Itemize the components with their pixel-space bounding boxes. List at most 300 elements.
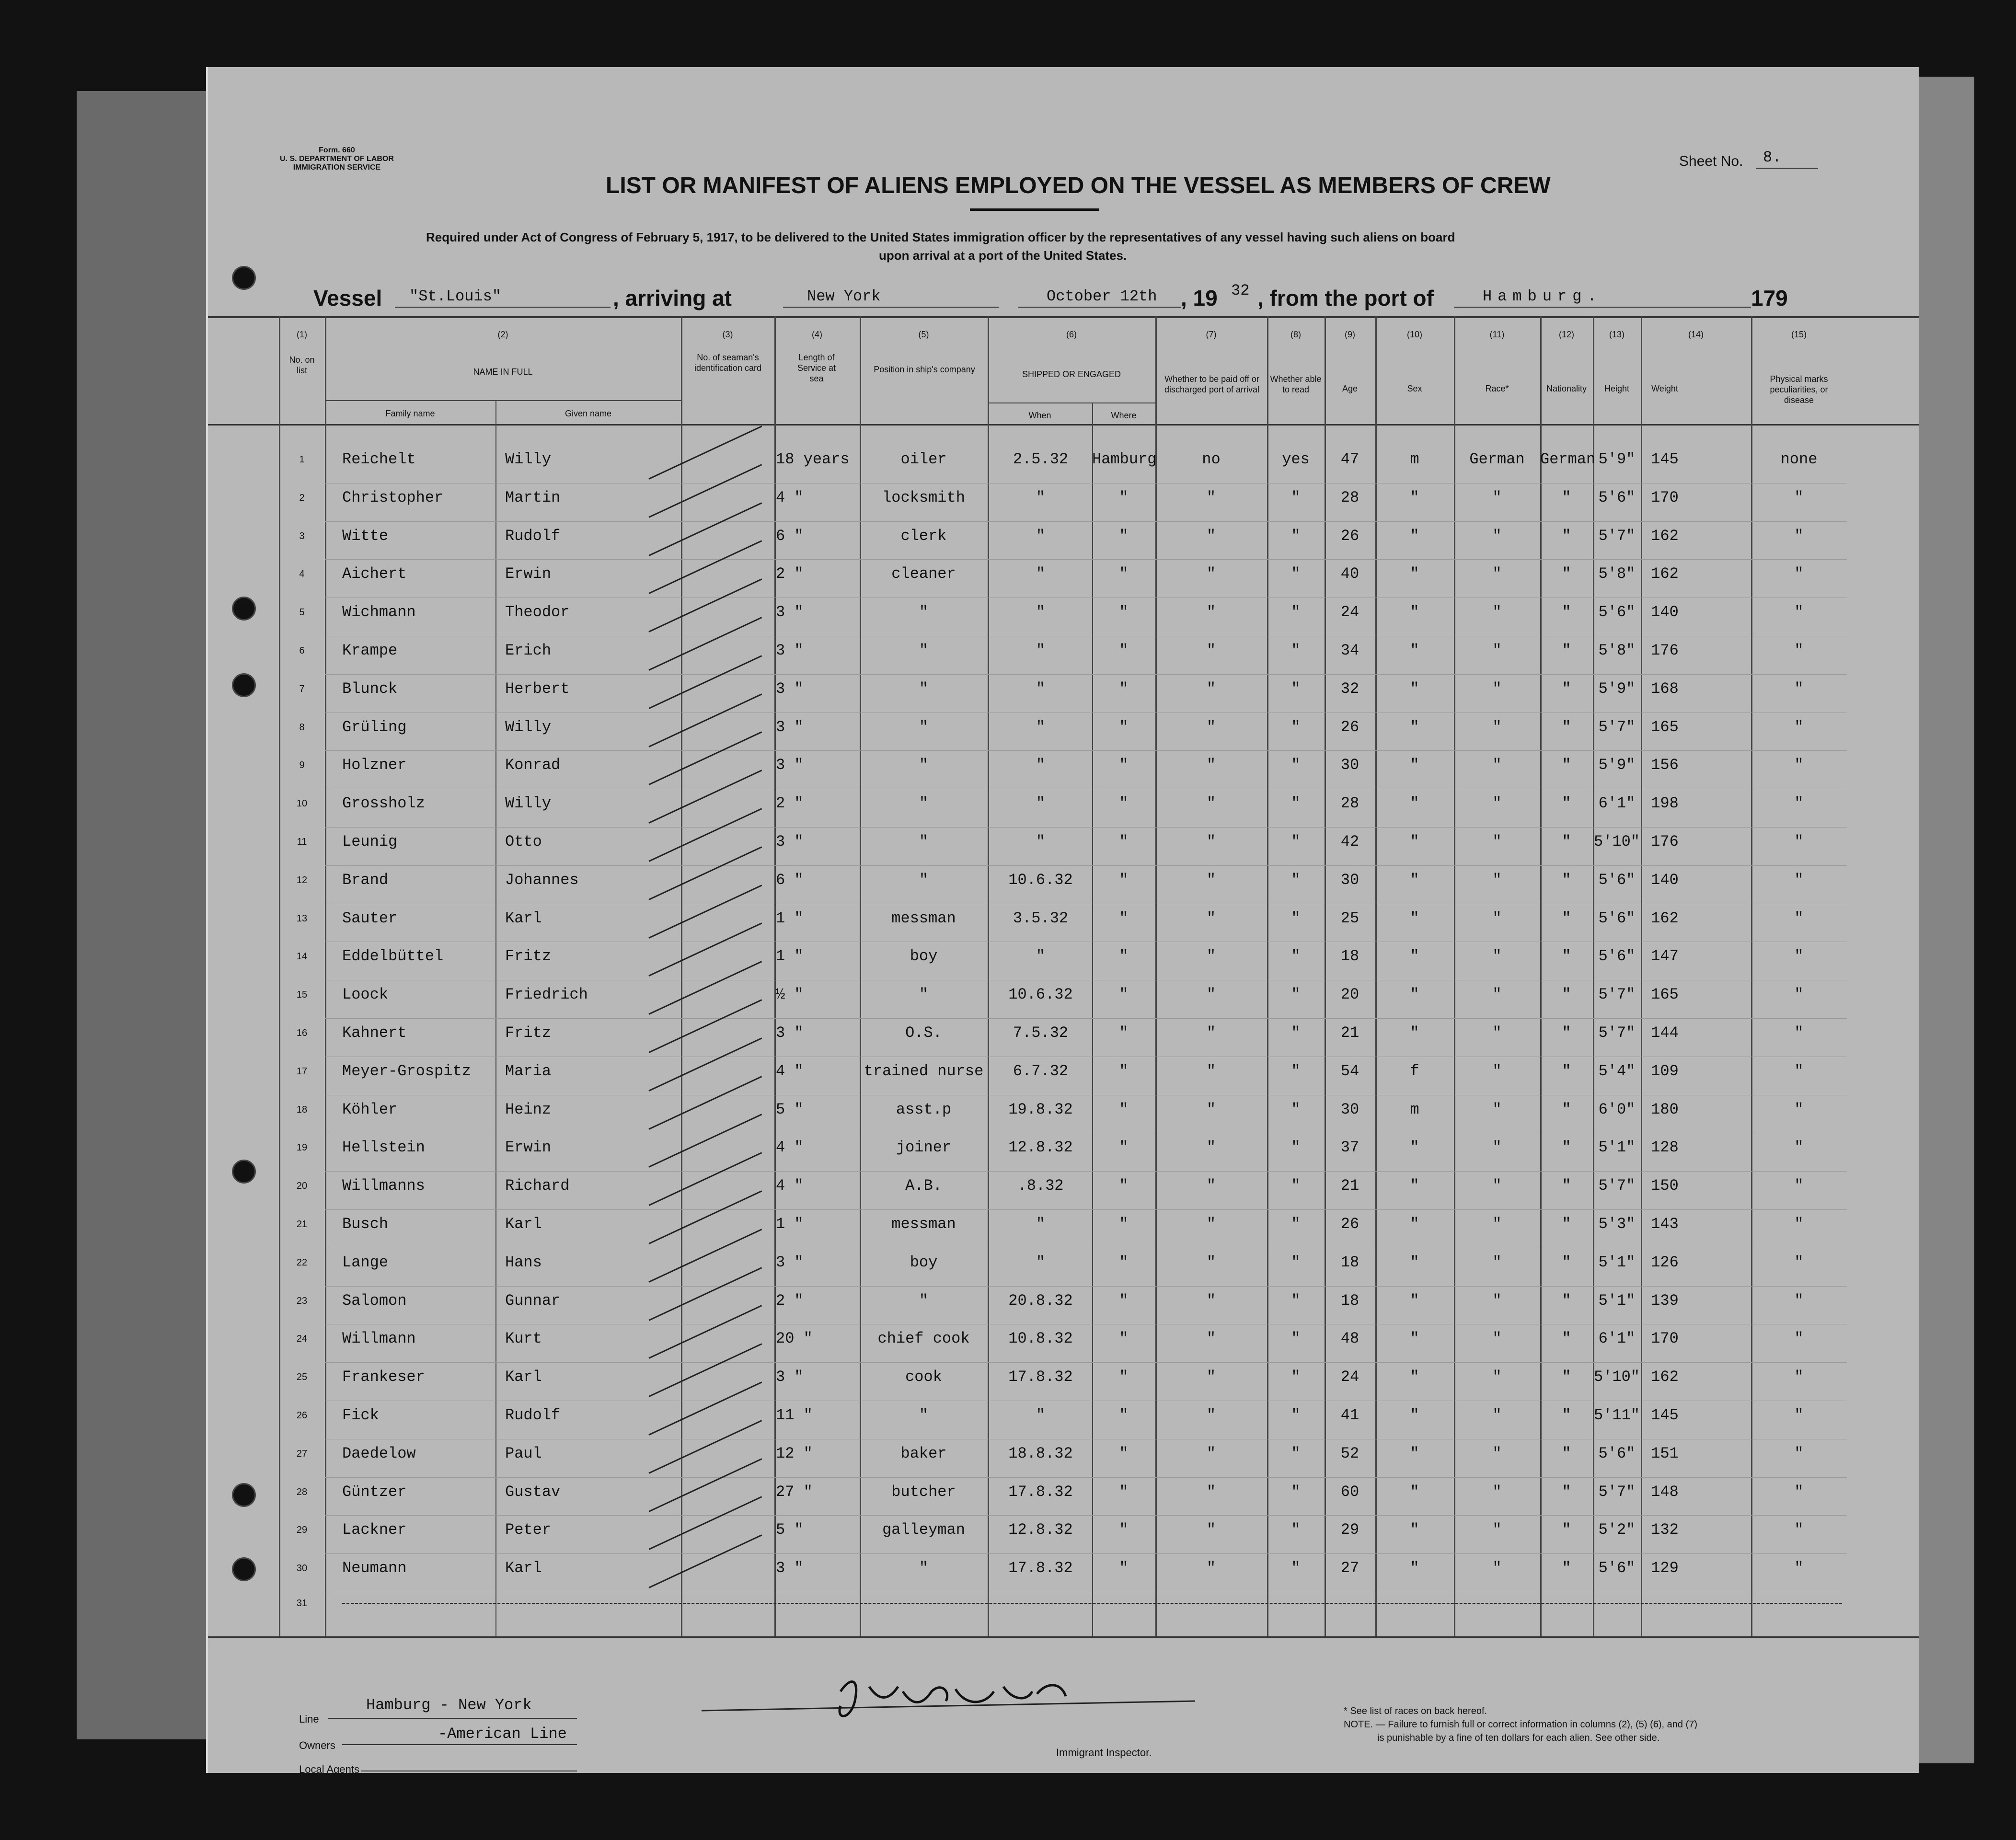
sex: " xyxy=(1410,679,1419,698)
shipped-where: " xyxy=(1119,1138,1129,1157)
paid-off: " xyxy=(1206,565,1216,583)
header-no-on-list: No. on list xyxy=(289,355,315,375)
shipped-where: " xyxy=(1119,1062,1129,1080)
given-name: Friedrich xyxy=(505,986,588,1004)
given-name: Fritz xyxy=(505,947,552,966)
race: " xyxy=(1492,642,1502,659)
sex: " xyxy=(1410,1521,1419,1539)
sex: " xyxy=(1410,756,1419,774)
nationality: " xyxy=(1562,986,1571,1004)
able-to-read: " xyxy=(1291,603,1301,621)
race: " xyxy=(1492,603,1502,621)
shipped-where: " xyxy=(1119,1215,1129,1233)
sex: m xyxy=(1410,1100,1419,1118)
table-row xyxy=(208,446,1919,484)
sheet-label: Sheet No. xyxy=(1679,153,1743,169)
col-num: (9) xyxy=(1345,330,1355,339)
sex: " xyxy=(1410,565,1419,583)
col-num: (8) xyxy=(1290,330,1301,339)
weight: 176 xyxy=(1651,833,1679,851)
race: " xyxy=(1492,679,1502,698)
position: " xyxy=(919,718,929,736)
given-name: Paul xyxy=(505,1444,542,1462)
weight: 165 xyxy=(1651,718,1679,736)
page-number: 179 xyxy=(1751,286,1788,310)
able-to-read: " xyxy=(1291,909,1301,927)
service-name: IMMIGRATION SERVICE xyxy=(293,163,381,172)
row-number: 27 xyxy=(296,1448,308,1459)
able-to-read: " xyxy=(1291,794,1301,813)
physical-marks: " xyxy=(1794,833,1804,851)
physical-marks: " xyxy=(1794,718,1804,736)
race: " xyxy=(1492,1100,1502,1118)
header-length-service: Length of Service at sea xyxy=(797,353,836,383)
form-number-block xyxy=(280,146,394,172)
family-name: Reichelt xyxy=(342,450,416,468)
sex: " xyxy=(1410,794,1419,813)
sex: " xyxy=(1410,488,1419,506)
shipped-where: " xyxy=(1119,986,1129,1004)
race: " xyxy=(1492,1215,1502,1233)
length-of-service: 6 " xyxy=(776,871,804,889)
able-to-read: " xyxy=(1291,718,1301,736)
family-name: Witte xyxy=(342,527,389,545)
shipped-when: " xyxy=(1036,794,1046,813)
nationality: " xyxy=(1562,679,1571,698)
able-to-read: " xyxy=(1291,1521,1301,1539)
length-of-service: 1 " xyxy=(776,947,804,966)
given-name: Willy xyxy=(505,718,552,736)
length-of-service: 2 " xyxy=(776,1291,804,1310)
given-name: Herbert xyxy=(505,679,570,698)
physical-marks: " xyxy=(1794,1215,1804,1233)
row-rule xyxy=(325,674,1847,675)
table-row xyxy=(208,943,1919,981)
family-name: Sauter xyxy=(342,909,398,927)
header-race: Race* xyxy=(1485,384,1509,393)
height: 5'10" xyxy=(1593,833,1640,851)
sex: " xyxy=(1410,603,1419,621)
family-name: Christopher xyxy=(342,488,444,506)
table-row xyxy=(208,866,1919,905)
weight: 162 xyxy=(1651,565,1679,583)
paid-off: " xyxy=(1206,1330,1216,1348)
header-physical-marks: Physical marks peculiarities, or disease xyxy=(1770,374,1828,405)
race: " xyxy=(1492,1368,1502,1386)
paid-off: " xyxy=(1206,1406,1216,1424)
age: 28 xyxy=(1340,794,1359,813)
height: 5'9" xyxy=(1598,679,1636,698)
shipped-when: 18.8.32 xyxy=(1008,1444,1073,1462)
sheet-number: 8. xyxy=(1763,149,1782,166)
shipped-where: " xyxy=(1119,603,1129,621)
shipped-when: " xyxy=(1036,603,1046,621)
paid-off: " xyxy=(1206,1559,1216,1577)
table-row xyxy=(208,1210,1919,1249)
height: 5'7" xyxy=(1598,1177,1636,1195)
department-name: U. S. DEPARTMENT OF LABOR xyxy=(280,155,394,163)
weight: 143 xyxy=(1651,1215,1679,1233)
header-position: Position in ship's company xyxy=(874,365,975,374)
height: 5'1" xyxy=(1598,1253,1636,1271)
height: 5'8" xyxy=(1598,642,1636,659)
age: 54 xyxy=(1340,1062,1359,1080)
paid-off: " xyxy=(1206,794,1216,813)
age: 30 xyxy=(1340,756,1359,774)
paid-off: " xyxy=(1206,1100,1216,1118)
length-of-service: 4 " xyxy=(776,1138,804,1157)
table-row xyxy=(208,1478,1919,1517)
table-row xyxy=(208,522,1919,561)
shipped-where: " xyxy=(1119,1368,1129,1386)
race: " xyxy=(1492,1483,1502,1501)
physical-marks: none xyxy=(1780,450,1818,468)
shipped-when: " xyxy=(1036,1215,1046,1233)
table-row xyxy=(208,675,1919,713)
length-of-service: 4 " xyxy=(776,488,804,506)
row-number: 22 xyxy=(296,1257,308,1268)
col-num: (10) xyxy=(1406,330,1422,339)
age: 25 xyxy=(1340,909,1359,927)
sex: " xyxy=(1410,1483,1419,1501)
shipped-where: " xyxy=(1119,947,1129,966)
age: 24 xyxy=(1340,1368,1359,1386)
vessel-underline xyxy=(395,307,611,308)
length-of-service: 1 " xyxy=(776,909,804,927)
col-num: (3) xyxy=(722,330,733,339)
shipped-when: " xyxy=(1036,833,1046,851)
family-name: Salomon xyxy=(342,1291,407,1310)
age: 24 xyxy=(1340,603,1359,621)
table-row xyxy=(208,1325,1919,1363)
position: chief cook xyxy=(877,1330,970,1348)
physical-marks: " xyxy=(1794,679,1804,698)
height: 5'7" xyxy=(1598,527,1636,545)
header-sex: Sex xyxy=(1407,384,1422,393)
position: " xyxy=(919,642,929,659)
family-name: Willmann xyxy=(342,1330,416,1348)
weight: 156 xyxy=(1651,756,1679,774)
sex: " xyxy=(1410,1330,1419,1348)
sex: " xyxy=(1410,1406,1419,1424)
position: galleyman xyxy=(882,1521,965,1539)
race: " xyxy=(1492,1444,1502,1462)
height: 5'2" xyxy=(1598,1521,1636,1539)
position: " xyxy=(919,1559,929,1577)
shipped-where: " xyxy=(1119,1253,1129,1271)
able-to-read: " xyxy=(1291,1368,1301,1386)
owners-value: -American Line xyxy=(438,1725,567,1743)
able-to-read: " xyxy=(1291,488,1301,506)
vessel-label: Vessel xyxy=(313,286,382,310)
age: 48 xyxy=(1340,1330,1359,1348)
physical-marks: " xyxy=(1794,642,1804,659)
position: " xyxy=(919,603,929,621)
row-number: 26 xyxy=(296,1410,308,1421)
row-rule xyxy=(325,1209,1847,1210)
given-name: Erwin xyxy=(505,1138,552,1157)
row-number: 24 xyxy=(296,1334,308,1345)
length-of-service: 4 " xyxy=(776,1177,804,1195)
race: " xyxy=(1492,718,1502,736)
length-of-service: 20 " xyxy=(776,1330,813,1348)
table-row xyxy=(208,1287,1919,1325)
table-row xyxy=(208,981,1919,1019)
paid-off: " xyxy=(1206,1483,1216,1501)
able-to-read: " xyxy=(1291,565,1301,583)
physical-marks: " xyxy=(1794,1483,1804,1501)
nationality: " xyxy=(1562,1406,1571,1424)
weight: 126 xyxy=(1651,1253,1679,1271)
race: " xyxy=(1492,1291,1502,1310)
nationality: " xyxy=(1562,565,1571,583)
shipped-where: " xyxy=(1119,1483,1129,1501)
shipped-where: " xyxy=(1119,1291,1129,1310)
age: 42 xyxy=(1340,833,1359,851)
table-row xyxy=(208,1402,1919,1440)
physical-marks: " xyxy=(1794,1368,1804,1386)
race: " xyxy=(1492,794,1502,813)
shipped-when: 10.6.32 xyxy=(1008,986,1073,1004)
weight: 144 xyxy=(1651,1024,1679,1042)
race: " xyxy=(1492,527,1502,545)
nationality: German xyxy=(1540,450,1596,468)
row-number: 19 xyxy=(296,1142,308,1153)
line-label: Line xyxy=(299,1713,319,1725)
row-number: 30 xyxy=(296,1563,308,1574)
form-number: Form. 660 xyxy=(319,146,355,154)
sex: " xyxy=(1410,718,1419,736)
able-to-read: " xyxy=(1291,1330,1301,1348)
physical-marks: " xyxy=(1794,871,1804,889)
shipped-when: 6.7.32 xyxy=(1013,1062,1069,1080)
arrival-port: New York xyxy=(807,288,881,305)
row-number: 1 xyxy=(299,454,305,465)
age: 40 xyxy=(1340,565,1359,583)
page-title: LIST OR MANIFEST OF ALIENS EMPLOYED ON THE VESSEL AS MEMBERS OF CREW xyxy=(606,173,1551,198)
age: 29 xyxy=(1340,1521,1359,1539)
sex: " xyxy=(1410,947,1419,966)
weight: 145 xyxy=(1651,450,1679,468)
position: " xyxy=(919,986,929,1004)
year-suffix: 32 xyxy=(1231,282,1250,299)
length-of-service: 6 " xyxy=(776,527,804,545)
row-rule xyxy=(325,827,1847,828)
physical-marks: " xyxy=(1794,1024,1804,1042)
able-to-read: " xyxy=(1291,642,1301,659)
weight: 129 xyxy=(1651,1559,1679,1577)
length-of-service: 3 " xyxy=(776,1368,804,1386)
shipped-where: " xyxy=(1119,756,1129,774)
height: 5'7" xyxy=(1598,986,1636,1004)
row-number: 3 xyxy=(299,530,305,541)
nationality: " xyxy=(1562,1483,1571,1501)
weight: 145 xyxy=(1651,1406,1679,1424)
weight: 162 xyxy=(1651,909,1679,927)
header-shipped-engaged: SHIPPED OR ENGAGED xyxy=(1022,369,1121,379)
table-row xyxy=(208,905,1919,943)
header-able-to-read: Whether able to read xyxy=(1270,374,1322,394)
shipped-where: " xyxy=(1119,488,1129,506)
row-number: 14 xyxy=(296,951,308,962)
subtitle-line-1: Required under Act of Congress of February 5, 1917, to be delivered to the United States immigration officer by the representatives of any vessel having such aliens on board xyxy=(426,230,1455,244)
row-rule xyxy=(325,521,1847,522)
agents-label: Local Agents xyxy=(299,1763,359,1775)
height: 5'1" xyxy=(1598,1291,1636,1310)
position: oiler xyxy=(900,450,947,468)
col-num: (6) xyxy=(1066,330,1077,339)
able-to-read: " xyxy=(1291,527,1301,545)
nationality: " xyxy=(1562,1368,1571,1386)
nationality: " xyxy=(1562,1330,1571,1348)
note-races: * See list of races on back hereof. xyxy=(1344,1706,1487,1716)
given-name: Karl xyxy=(505,1368,542,1386)
row-rule xyxy=(325,750,1847,751)
length-of-service: 3 " xyxy=(776,1024,804,1042)
height: 5'8" xyxy=(1598,565,1636,583)
from-label: , from the port of xyxy=(1257,286,1434,310)
weight: 150 xyxy=(1651,1177,1679,1195)
physical-marks: " xyxy=(1794,986,1804,1004)
length-of-service: 4 " xyxy=(776,1062,804,1080)
sex: " xyxy=(1410,1444,1419,1462)
able-to-read: " xyxy=(1291,1215,1301,1233)
paid-off: " xyxy=(1206,1291,1216,1310)
position: messman xyxy=(891,909,956,927)
race: " xyxy=(1492,565,1502,583)
table-row xyxy=(208,637,1919,675)
given-name: Theodor xyxy=(505,603,570,621)
given-name: Gunnar xyxy=(505,1291,561,1310)
row-rule xyxy=(325,865,1847,866)
row-number-31: 31 xyxy=(296,1598,308,1609)
paid-off: " xyxy=(1206,488,1216,506)
arrival-date: October 12th xyxy=(1047,288,1157,305)
paid-off: " xyxy=(1206,1177,1216,1195)
race: " xyxy=(1492,1177,1502,1195)
physical-marks: " xyxy=(1794,1521,1804,1539)
physical-marks: " xyxy=(1794,565,1804,583)
position: " xyxy=(919,794,929,813)
weight: 147 xyxy=(1651,947,1679,966)
physical-marks: " xyxy=(1794,1444,1804,1462)
shipped-when: 2.5.32 xyxy=(1013,450,1069,468)
shipped-when: " xyxy=(1036,642,1046,659)
row-number: 2 xyxy=(299,492,305,503)
nationality: " xyxy=(1562,1559,1571,1577)
age: 30 xyxy=(1340,1100,1359,1118)
nationality: " xyxy=(1562,1024,1571,1042)
length-of-service: ½ " xyxy=(776,986,804,1004)
paid-off: " xyxy=(1206,986,1216,1004)
col-num: (2) xyxy=(497,330,508,339)
race: " xyxy=(1492,1062,1502,1080)
sex: " xyxy=(1410,833,1419,851)
length-of-service: 2 " xyxy=(776,794,804,813)
sex: " xyxy=(1410,909,1419,927)
row-number: 6 xyxy=(299,645,305,656)
length-of-service: 3 " xyxy=(776,642,804,659)
row-rule xyxy=(325,559,1847,560)
weight: 140 xyxy=(1651,871,1679,889)
nationality: " xyxy=(1562,1291,1571,1310)
given-name: Otto xyxy=(505,833,542,851)
col-num: (15) xyxy=(1791,330,1807,339)
age: 18 xyxy=(1340,1291,1359,1310)
position: asst.p xyxy=(896,1100,952,1118)
shipped-when: " xyxy=(1036,488,1046,506)
table-row xyxy=(208,560,1919,598)
race: " xyxy=(1492,871,1502,889)
weight: 162 xyxy=(1651,1368,1679,1386)
height: 5'7" xyxy=(1598,1483,1636,1501)
position: locksmith xyxy=(882,488,965,506)
given-name: Rudolf xyxy=(505,527,561,545)
row-rule xyxy=(325,1515,1847,1516)
sex: " xyxy=(1410,1024,1419,1042)
nationality: " xyxy=(1562,1253,1571,1271)
nationality: " xyxy=(1562,1062,1571,1080)
table-row xyxy=(208,1554,1919,1593)
length-of-service: 5 " xyxy=(776,1521,804,1539)
shipped-when: " xyxy=(1036,718,1046,736)
header-name-in-full: NAME IN FULL xyxy=(473,367,533,377)
owners-underline xyxy=(342,1744,577,1745)
nationality: " xyxy=(1562,1444,1571,1462)
age: 21 xyxy=(1340,1024,1359,1042)
arriving-label: , arriving at xyxy=(613,286,732,310)
table-row xyxy=(208,1134,1919,1172)
nationality: " xyxy=(1562,1215,1571,1233)
able-to-read: " xyxy=(1291,986,1301,1004)
race: " xyxy=(1492,756,1502,774)
position: " xyxy=(919,756,929,774)
physical-marks: " xyxy=(1794,488,1804,506)
shipped-where: Hamburg xyxy=(1092,450,1157,468)
able-to-read: " xyxy=(1291,1559,1301,1577)
family-name: Meyer-Grospitz xyxy=(342,1062,471,1080)
table-header-bottom xyxy=(208,424,1919,426)
paid-off: " xyxy=(1206,756,1216,774)
row-number: 28 xyxy=(296,1486,308,1497)
header-age: Age xyxy=(1342,384,1358,393)
table-row xyxy=(208,598,1919,637)
weight: 162 xyxy=(1651,527,1679,545)
nationality: " xyxy=(1562,1138,1571,1157)
vessel-name: "St.Louis" xyxy=(409,288,502,305)
position: cook xyxy=(905,1368,942,1386)
able-to-read: " xyxy=(1291,1100,1301,1118)
height: 5'3" xyxy=(1598,1215,1636,1233)
physical-marks: " xyxy=(1794,1177,1804,1195)
family-name: Daedelow xyxy=(342,1444,416,1462)
table-row xyxy=(208,1440,1919,1478)
table-row xyxy=(208,1096,1919,1134)
shipped-where: " xyxy=(1119,565,1129,583)
family-name: Lackner xyxy=(342,1521,407,1539)
sex: " xyxy=(1410,1138,1419,1157)
shipped-when: " xyxy=(1036,1253,1046,1271)
race: " xyxy=(1492,947,1502,966)
sex: " xyxy=(1410,1253,1419,1271)
age: 37 xyxy=(1340,1138,1359,1157)
physical-marks: " xyxy=(1794,756,1804,774)
shipped-when: " xyxy=(1036,565,1046,583)
row-number: 12 xyxy=(296,874,308,886)
shipped-where: " xyxy=(1119,527,1129,545)
able-to-read: yes xyxy=(1282,450,1310,468)
shipped-when: 3.5.32 xyxy=(1013,909,1069,927)
